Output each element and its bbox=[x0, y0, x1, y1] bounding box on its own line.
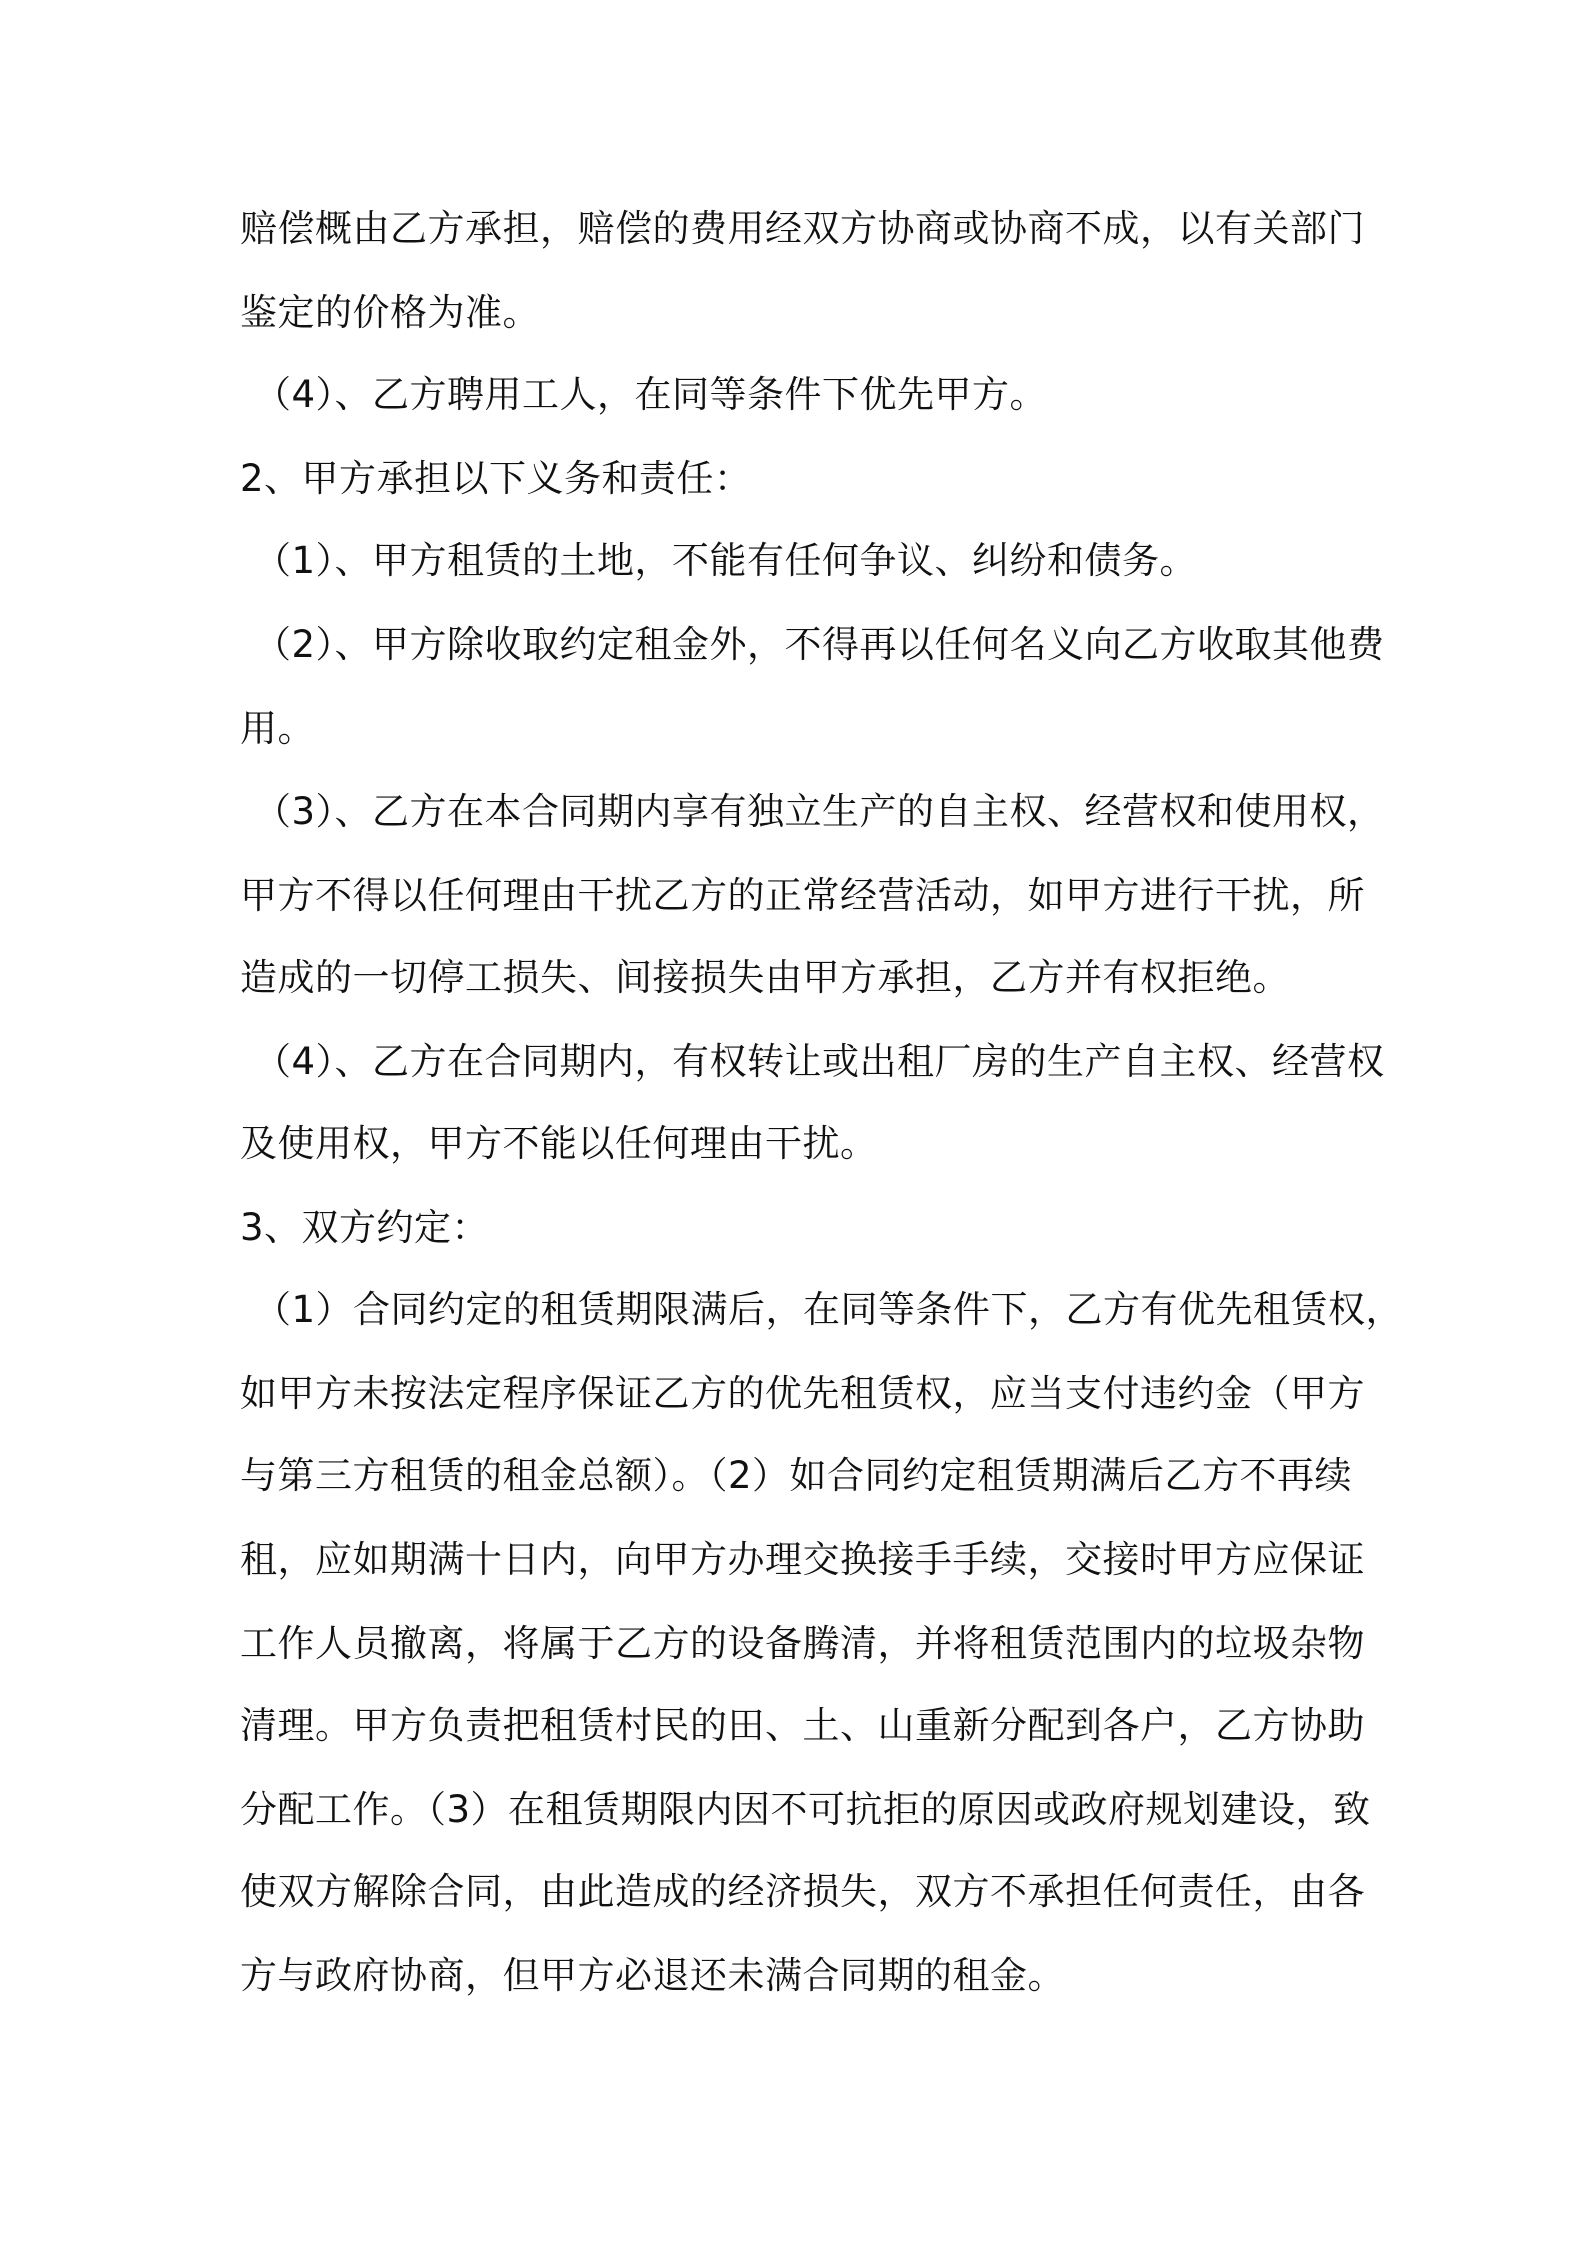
text-line: （1）、甲方租赁的土地，不能有任何争议、纠纷和债务。 bbox=[254, 539, 1198, 582]
text-line: （3）、乙方在本合同期内享有独立生产的自主权、经营权和使用权， bbox=[254, 790, 1385, 833]
text-line: （1）合同约定的租赁期限满后，在同等条件下，乙方有优先租赁权， bbox=[254, 1288, 1404, 1331]
text-line: 赔偿概由乙方承担，赔偿的费用经双方协商或协商不成，以有关部门 bbox=[240, 207, 1365, 250]
text-line: 与第三方租赁的租金总额）。（2）如合同约定租赁期满后乙方不再续 bbox=[240, 1454, 1353, 1497]
text-line: 清理。甲方负责把租赁村民的田、土、山重新分配到各户，乙方协助 bbox=[240, 1704, 1365, 1747]
text-line: 使双方解除合同，由此造成的经济损失，双方不承担任何责任，由各 bbox=[240, 1870, 1365, 1913]
text-line: 造成的一切停工损失、间接损失由甲方承担，乙方并有权拒绝。 bbox=[240, 956, 1290, 999]
text-line: （4）、乙方在合同期内，有权转让或出租厂房的生产自主权、经营权 bbox=[254, 1040, 1385, 1083]
text-line: （2）、甲方除收取约定租金外，不得再以任何名义向乙方收取其他费 bbox=[254, 623, 1385, 666]
text-line: 工作人员撤离，将属于乙方的设备腾清，并将租赁范围内的垃圾杂物 bbox=[240, 1622, 1365, 1665]
section-heading: 2、甲方承担以下义务和责任： bbox=[240, 457, 752, 500]
text-line: （4）、乙方聘用工人，在同等条件下优先甲方。 bbox=[254, 373, 1048, 416]
text-line: 租，应如期满十日内，向甲方办理交换接手手续，交接时甲方应保证 bbox=[240, 1538, 1365, 1581]
text-line: 及使用权，甲方不能以任何理由干扰。 bbox=[240, 1122, 878, 1165]
section-heading: 3、双方约定： bbox=[240, 1206, 490, 1249]
text-line: 如甲方未按法定程序保证乙方的优先租赁权，应当支付违约金（甲方 bbox=[240, 1372, 1365, 1415]
text-line: 方与政府协商，但甲方必退还未满合同期的租金。 bbox=[240, 1954, 1065, 1997]
text-line: 分配工作。（3）在租赁期限内因不可抗拒的原因或政府规划建设，致 bbox=[240, 1788, 1371, 1831]
text-line: 甲方不得以任何理由干扰乙方的正常经营活动，如甲方进行干扰，所 bbox=[240, 874, 1365, 917]
text-line: 鉴定的价格为准。 bbox=[240, 291, 540, 334]
text-line: 用。 bbox=[240, 707, 315, 750]
